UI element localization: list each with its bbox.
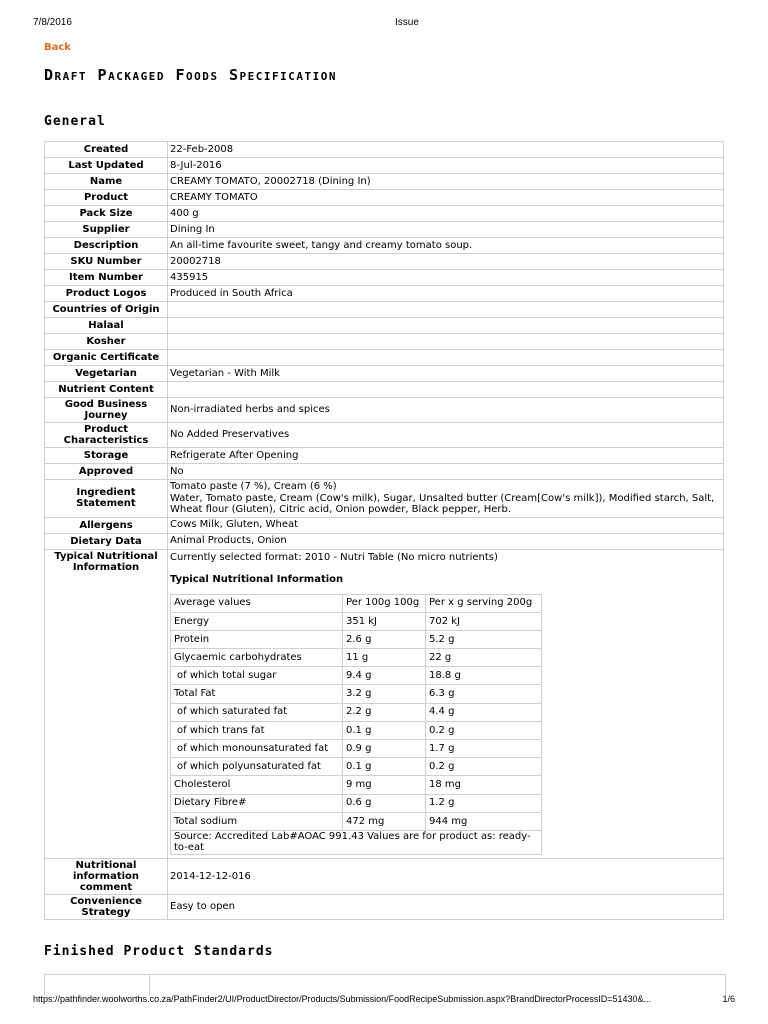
row-vegetarian (45, 366, 724, 382)
print-footer (33, 994, 735, 1008)
nutrition-table (170, 594, 542, 855)
value: No Added Preservatives (168, 423, 724, 448)
row-halaal (45, 318, 724, 334)
row-approved (45, 464, 724, 480)
label: Created (45, 142, 168, 158)
row-last-updated (45, 158, 724, 174)
label: Last Updated (45, 158, 168, 174)
row-nutrient-content (45, 382, 724, 398)
value: Refrigerate After Opening (168, 448, 724, 464)
page-number: 1/6 (722, 994, 735, 1004)
row-countries-of-origin (45, 302, 724, 318)
nutrition-row (171, 703, 542, 721)
value: 400 g (168, 206, 724, 222)
row-nutritional-information-comment (45, 858, 724, 894)
value: An all-time favourite sweet, tangy and creamy tomato soup. (168, 238, 724, 254)
header-cell: Per 100g 100g (343, 594, 426, 612)
nutrition-row (171, 685, 542, 703)
nutrition-row (171, 740, 542, 758)
nutrient-name: of which trans fat (171, 721, 343, 739)
label: Name (45, 174, 168, 190)
label: Vegetarian (45, 366, 168, 382)
per-100g-value: 3.2 g (343, 685, 426, 703)
label: Convenience Strategy (45, 894, 168, 919)
nutrition-row (171, 721, 542, 739)
nutrient-name: Protein (171, 630, 343, 648)
label: Product (45, 190, 168, 206)
label: Typical Nutritional Information (45, 549, 168, 858)
value (168, 302, 724, 318)
header-cell: Average values (171, 594, 343, 612)
row-item-number (45, 270, 724, 286)
row-allergens (45, 517, 724, 533)
ingredient-line-1: Tomato paste (7 %), Cream (6 %) (170, 481, 337, 492)
nutrition-row (171, 649, 542, 667)
row-organic-certificate (45, 350, 724, 366)
value (168, 382, 724, 398)
label: Allergens (45, 517, 168, 533)
row-dietary-data (45, 533, 724, 549)
per-serving-value: 1.2 g (426, 794, 542, 812)
value (168, 334, 724, 350)
value (168, 318, 724, 334)
per-100g-value: 0.1 g (343, 758, 426, 776)
row-convenience-strategy (45, 894, 724, 919)
per-serving-value: 4.4 g (426, 703, 542, 721)
row-created (45, 142, 724, 158)
value (168, 350, 724, 366)
per-serving-value: 18 mg (426, 776, 542, 794)
nutrition-row (171, 630, 542, 648)
label: Pack Size (45, 206, 168, 222)
nutrition-row (171, 758, 542, 776)
per-serving-value: 0.2 g (426, 721, 542, 739)
value: 20002718 (168, 254, 724, 270)
per-serving-value: 22 g (426, 649, 542, 667)
nutrient-name: of which polyunsaturated fat (171, 758, 343, 776)
value: 8-Jul-2016 (168, 158, 724, 174)
nutrient-name: of which total sugar (171, 667, 343, 685)
nutrition-format: Currently selected format: 2010 - Nutri Table (No micro nutrients) (170, 551, 498, 563)
value: CREAMY TOMATO, 20002718 (Dining In) (168, 174, 724, 190)
value: 2014-12-12-016 (168, 858, 724, 894)
per-serving-value: 5.2 g (426, 630, 542, 648)
label: Nutritional information comment (45, 858, 168, 894)
label: Approved (45, 464, 168, 480)
nutrition-table-title: Typical Nutritional Information (170, 574, 344, 585)
print-title: Issue (395, 17, 419, 28)
label: Storage (45, 448, 168, 464)
nutrient-name: Cholesterol (171, 776, 343, 794)
per-serving-value: 1.7 g (426, 740, 542, 758)
page-title: Draft Packaged Foods Specification (44, 66, 338, 84)
ingredient-line-2: Water, Tomato paste, Cream (Cow's milk), Sugar, Unsalted butter (Cream[Cow's milk]), Modified starch, Salt, Wheat flour (Gluten), Citric acid, Onion powder, Black pepper, Herb. (170, 492, 715, 515)
nutrient-name: of which saturated fat (171, 703, 343, 721)
label: Item Number (45, 270, 168, 286)
value: 22-Feb-2008 (168, 142, 724, 158)
value: Produced in South Africa (168, 286, 724, 302)
nutrient-name: Total sodium (171, 812, 343, 830)
label: Ingredient Statement (45, 480, 168, 518)
per-100g-value: 0.1 g (343, 721, 426, 739)
section-title-general: General (44, 114, 106, 129)
value: Vegetarian - With Milk (168, 366, 724, 382)
nutrient-name: of which monounsaturated fat (171, 740, 343, 758)
nutrition-source-row (171, 830, 542, 854)
label: Product Characteristics (45, 423, 168, 448)
row-ingredient-statement (45, 480, 724, 518)
label: Description (45, 238, 168, 254)
nutrition-row (171, 667, 542, 685)
per-serving-value: 944 mg (426, 812, 542, 830)
nutrient-name: Dietary Fibre# (171, 794, 343, 812)
row-sku-number (45, 254, 724, 270)
label: Good Business Journey (45, 398, 168, 423)
nutrition-source: Source: Accredited Lab#AOAC 991.43 Values are for product as: ready-to-eat (171, 830, 542, 854)
value: Dining In (168, 222, 724, 238)
per-100g-value: 9 mg (343, 776, 426, 794)
nutrition-row (171, 776, 542, 794)
nutrition-row (171, 612, 542, 630)
per-100g-value: 0.9 g (343, 740, 426, 758)
nutrition-row (171, 794, 542, 812)
nutrient-name: Total Fat (171, 685, 343, 703)
value: CREAMY TOMATO (168, 190, 724, 206)
page-url: https://pathfinder.woolworths.co.za/PathFinder2/UI/ProductDirector/Products/Submission/FoodRecipeSubmission.aspx?BrandDirectorProcessID=51430&... (33, 994, 652, 1004)
per-100g-value: 9.4 g (343, 667, 426, 685)
value: 435915 (168, 270, 724, 286)
per-serving-value: 6.3 g (426, 685, 542, 703)
per-100g-value: 351 kJ (343, 612, 426, 630)
label: Countries of Origin (45, 302, 168, 318)
label: Organic Certificate (45, 350, 168, 366)
value: Non-irradiated herbs and spices (168, 398, 724, 423)
label: Dietary Data (45, 533, 168, 549)
value (168, 549, 724, 858)
nutrition-row (171, 812, 542, 830)
per-100g-value: 2.6 g (343, 630, 426, 648)
label: Nutrient Content (45, 382, 168, 398)
label: Supplier (45, 222, 168, 238)
back-link[interactable]: Back (44, 42, 71, 53)
print-header (33, 14, 735, 30)
per-serving-value: 18.8 g (426, 667, 542, 685)
per-100g-value: 11 g (343, 649, 426, 667)
label: Product Logos (45, 286, 168, 302)
row-good-business-journey (45, 398, 724, 423)
row-product (45, 190, 724, 206)
print-date: 7/8/2016 (33, 17, 72, 28)
value (168, 480, 724, 518)
label: Halaal (45, 318, 168, 334)
finished-product-table (44, 974, 726, 995)
nutrition-header-row (171, 594, 542, 612)
value: No (168, 464, 724, 480)
label: SKU Number (45, 254, 168, 270)
header-cell: Per x g serving 200g (426, 594, 542, 612)
row-product-logos (45, 286, 724, 302)
row-pack-size (45, 206, 724, 222)
per-serving-value: 702 kJ (426, 612, 542, 630)
per-100g-value: 472 mg (343, 812, 426, 830)
per-100g-value: 2.2 g (343, 703, 426, 721)
general-spec-table (44, 141, 724, 920)
section-title-finished-product-standards: Finished Product Standards (44, 944, 274, 959)
row-description (45, 238, 724, 254)
row-product-characteristics (45, 423, 724, 448)
row-storage (45, 448, 724, 464)
per-serving-value: 0.2 g (426, 758, 542, 776)
row-typical-nutritional-information (45, 549, 724, 858)
value: Easy to open (168, 894, 724, 919)
table-divider (149, 975, 150, 995)
label: Kosher (45, 334, 168, 350)
per-100g-value: 0.6 g (343, 794, 426, 812)
value: Animal Products, Onion (168, 533, 724, 549)
row-name (45, 174, 724, 190)
row-kosher (45, 334, 724, 350)
nutrient-name: Energy (171, 612, 343, 630)
row-supplier (45, 222, 724, 238)
nutrient-name: Glycaemic carbohydrates (171, 649, 343, 667)
value: Cows Milk, Gluten, Wheat (168, 517, 724, 533)
